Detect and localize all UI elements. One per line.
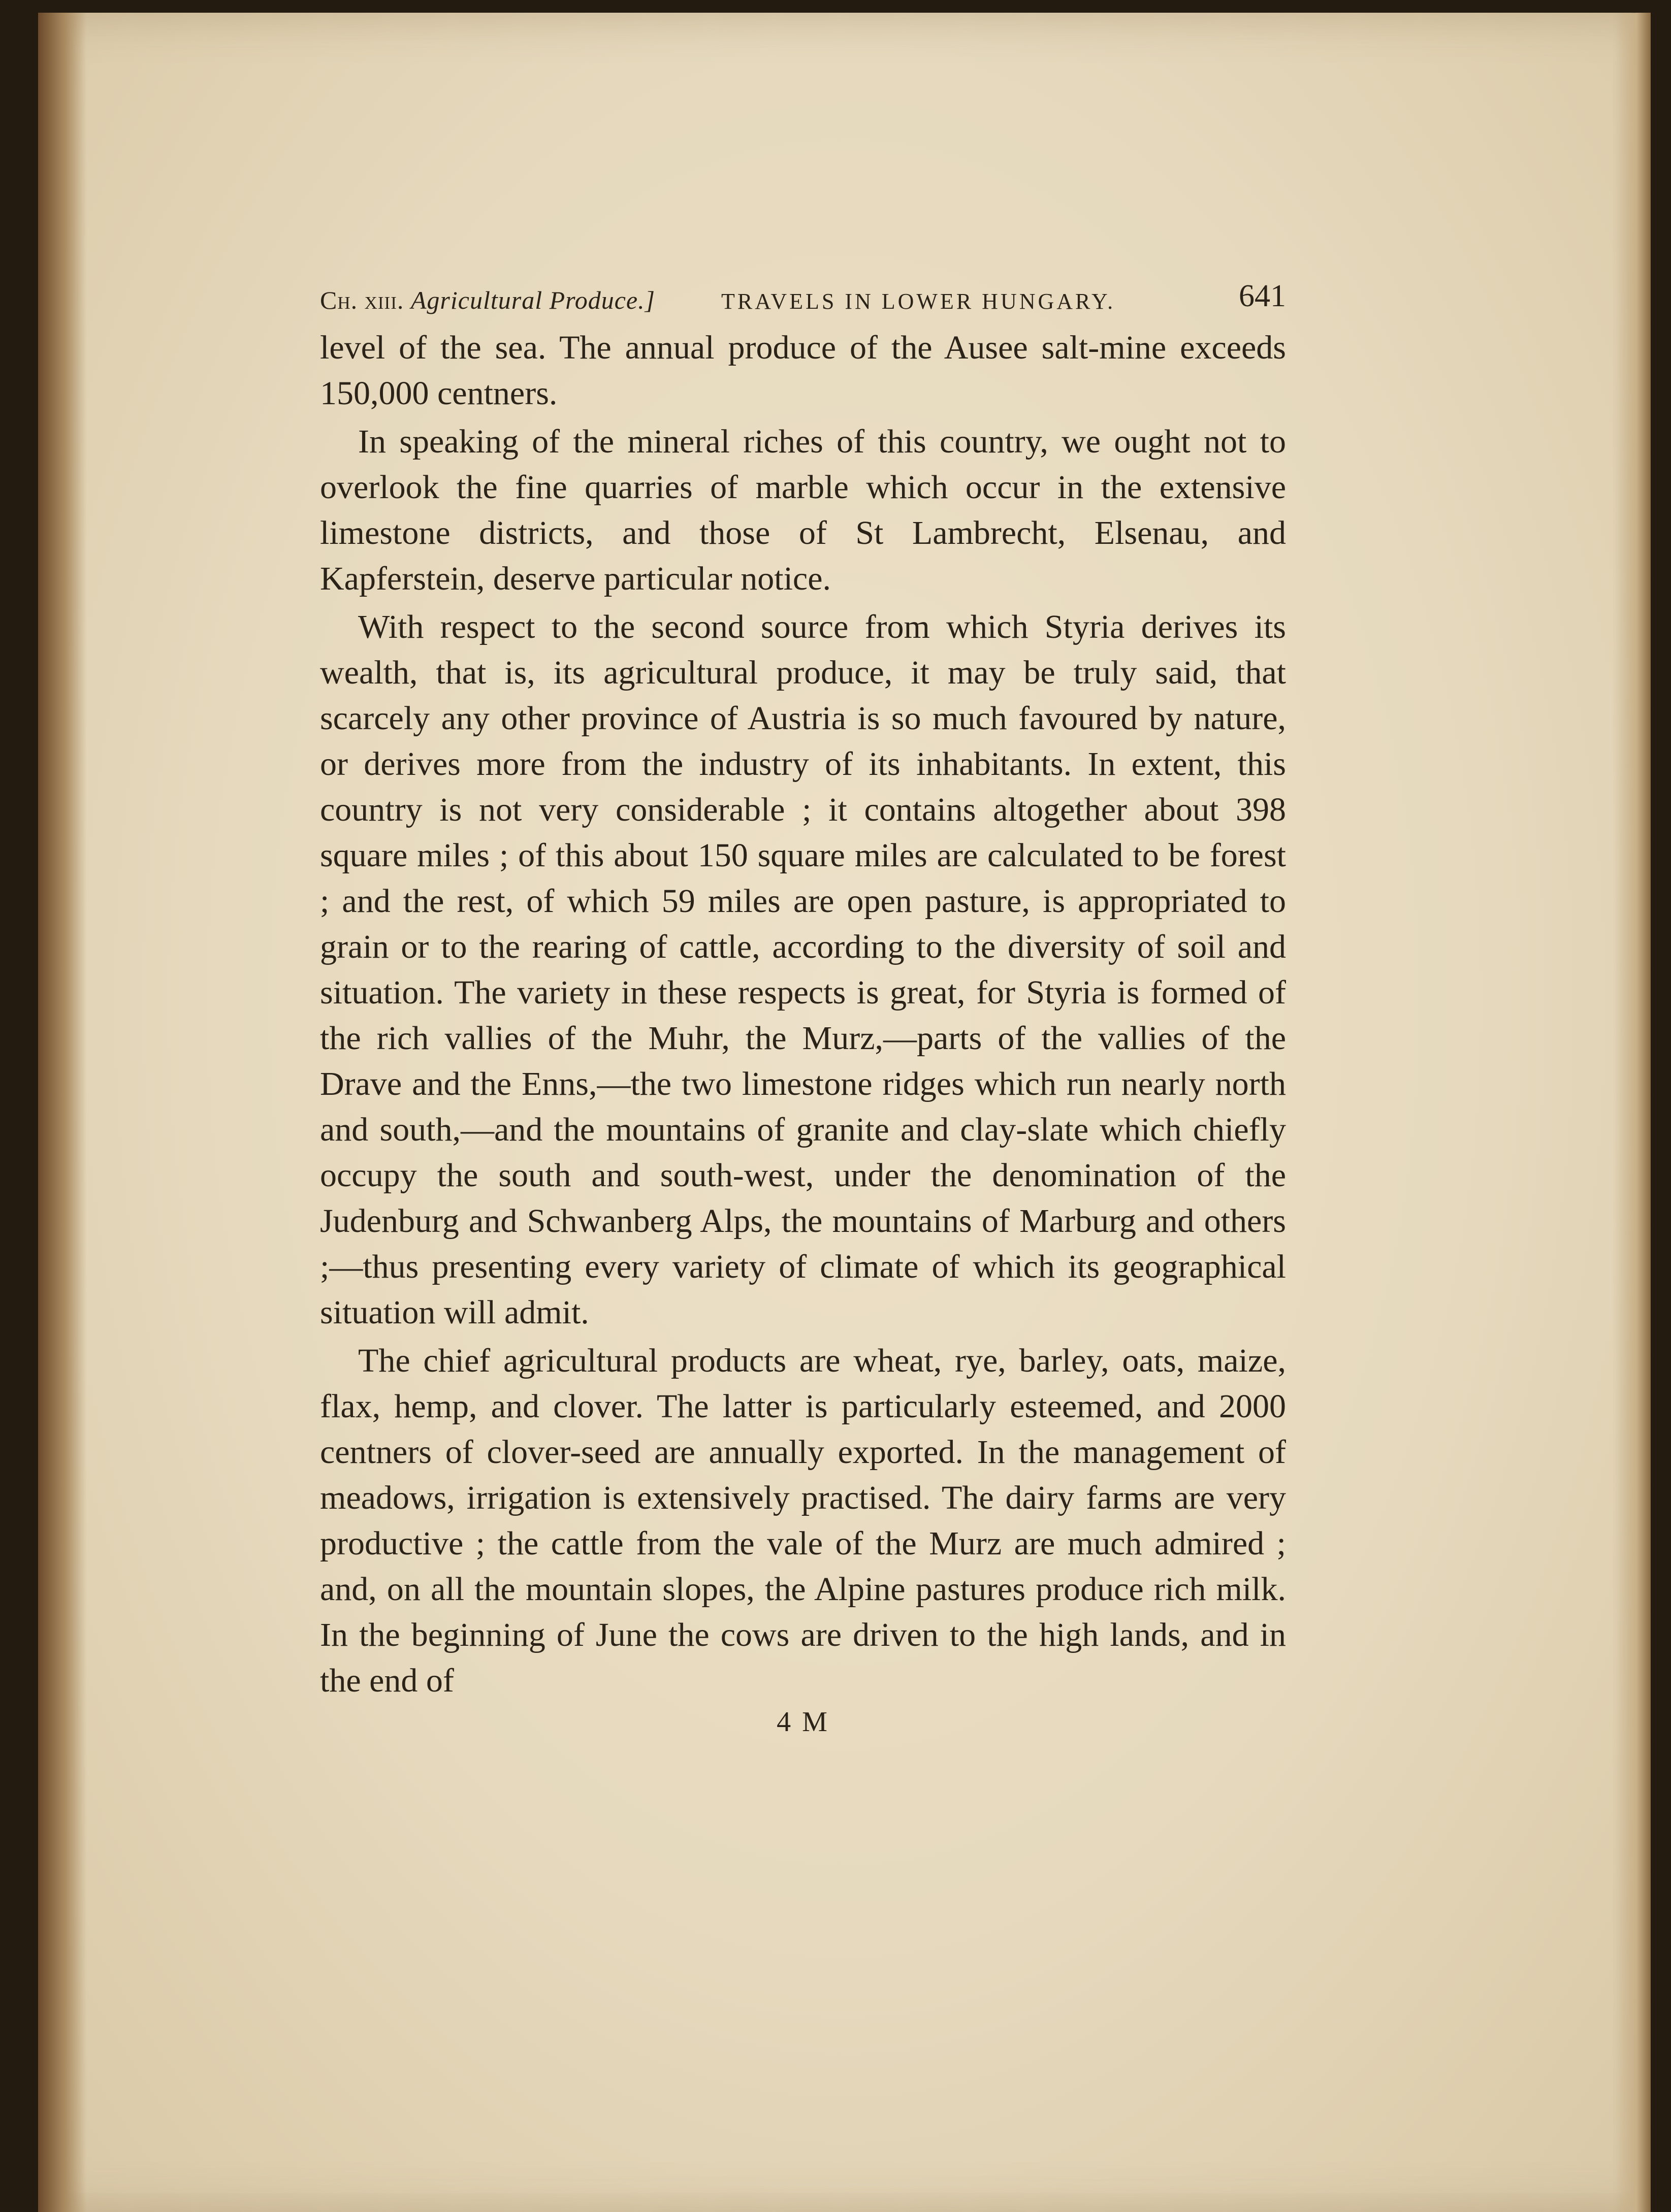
signature-mark: 4 M: [777, 1706, 829, 1738]
paragraph-continuation: level of the sea. The annual produce of the Ausee salt-mine exceeds 150,000 centners.: [320, 329, 1286, 412]
body-text: [320, 325, 1286, 1704]
chapter-label: Ch. xiii.: [320, 286, 404, 314]
running-head-chapter: [320, 285, 655, 315]
paragraph-agricultural-wealth: With respect to the second source from which Styria derives its wealth, that is, its agricultural produce, it may be truly said, that scarcely any other province of Austria is so much favoured by nature, or derives more from the industry of its inhabitants. In extent, this country is not very considerable ; it contains altogether about 398 square miles ; of this about 150 square miles are calculated to be forest ; and the rest, of which 59 miles are open pasture, is appropriated to grain or to the rearing of cattle, according to the diversity of soil and situation. The variety in these respects is great, for Styria is formed of the rich vallies of the Muhr, the Murz,—parts of the vallies of the Drave and the Enns,—the two limestone ridges which run nearly north and south,—and the mountains of granite and clay-slate which chiefly occupy the south and south-west, under the denomination of the Judenburg and Schwanberg Alps, the mountains of Marburg and others ;—thus presenting every variety of climate of which its geographical situation will admit.: [320, 608, 1286, 1331]
running-head-title: TRAVELS IN LOWER HUNGARY.: [721, 289, 1116, 314]
running-head: [320, 274, 1286, 325]
paper-sheet: [38, 13, 1651, 2212]
book-gutter: [38, 13, 86, 2212]
paragraph-agricultural-products: The chief agricultural products are wheat, rye, barley, oats, maize, flax, hemp, and clover. The latter is particularly esteemed, and 2000 centners of clover-seed are annually exported. In the management of meadows, irrigation is extensively practised. The dairy farms are very productive ; the cattle from the vale of the Murz are much admired ; and, on all the mountain slopes, the Alpine pastures produce rich milk. In the beginning of June the cows are driven to the high lands, and in the end of: [320, 1342, 1286, 1699]
text-block: [320, 274, 1286, 1738]
page-number: 641: [1239, 279, 1286, 313]
page-edge: [1615, 13, 1651, 2212]
section-label: Agricultural Produce.]: [410, 286, 656, 314]
paragraph-mineral-riches: In speaking of the mineral riches of this country, we ought not to overlook the fine quarries of marble which occur in the extensive limestone districts, and those of St Lambrecht, Elsenau, and Kapferstein, deserve particular notice.: [320, 423, 1286, 597]
